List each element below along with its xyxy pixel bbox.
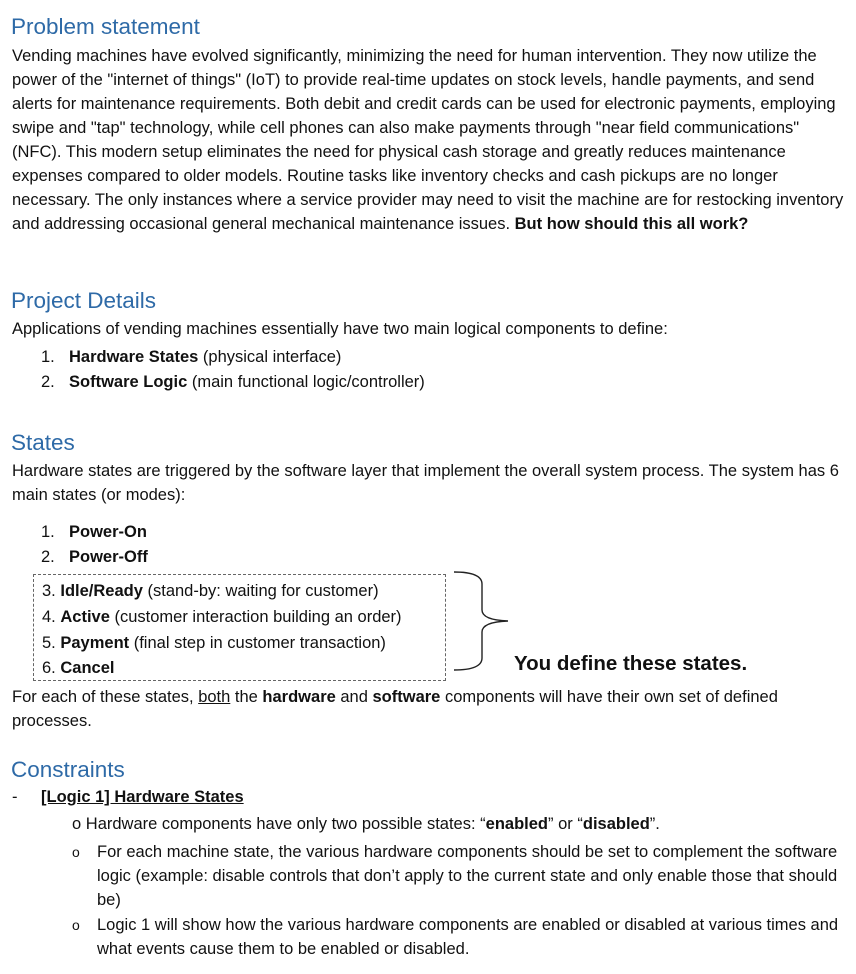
text-run: the: [230, 688, 263, 706]
text-run: components will have their own set of defined processes.: [12, 688, 778, 730]
states-after-paragraph: [12, 685, 848, 733]
state-item-5: [42, 632, 386, 654]
bullet-icon: o: [72, 815, 82, 833]
bullet-icon: o: [72, 844, 80, 860]
item-bold: Active: [60, 608, 110, 626]
state-item-2: [41, 546, 148, 568]
text-run: Hardware components have only two possible states: “: [85, 815, 486, 833]
define-states-note: You define these states.: [514, 652, 748, 675]
item-bold: Cancel: [60, 659, 115, 677]
text-run: and: [335, 688, 373, 706]
sub-text: For each machine state, the various hardware components should be set to complement the software logic (example: disable controls that don’t apply to the current state and only enable those that should be): [97, 843, 838, 909]
item-number: 1.: [41, 348, 55, 366]
user-defined-states-box: [33, 574, 446, 681]
item-number: 2.: [41, 548, 55, 566]
text-run: For each of these states,: [12, 688, 199, 706]
state-item-3: [42, 580, 379, 602]
item-bold: Hardware States: [69, 348, 199, 366]
logic-title-text: [Logic 1] Hardware States: [41, 788, 244, 806]
text-run: ” or “: [548, 815, 583, 833]
states-heading: States: [11, 430, 75, 455]
item-number: 6.: [42, 659, 56, 677]
project-item-1: [41, 346, 341, 368]
underlined-text: both: [198, 688, 231, 706]
project-intro: Applications of vending machines essentially have two main logical components to define:: [12, 320, 668, 338]
constraints-heading: Constraints: [11, 757, 125, 782]
problem-paragraph: [12, 44, 848, 236]
item-rest: (stand-by: waiting for customer): [142, 582, 379, 600]
project-item-2: [41, 371, 425, 393]
bold-text: enabled: [485, 815, 549, 833]
problem-heading: Problem statement: [11, 14, 200, 39]
curly-brace-icon: [452, 570, 512, 672]
item-number: 2.: [41, 373, 55, 391]
item-rest: (final step in customer transaction): [129, 634, 386, 652]
state-item-6: [42, 657, 114, 679]
item-bold: Payment: [60, 634, 130, 652]
problem-bold-question: But how should this all work?: [514, 215, 749, 233]
item-number: 1.: [41, 523, 55, 541]
item-number: 3.: [42, 582, 56, 600]
item-number: 4.: [42, 608, 56, 626]
item-number: 5.: [42, 634, 56, 652]
item-bold: Power-On: [69, 523, 147, 541]
state-item-1: [41, 521, 147, 543]
item-bold: Power-Off: [69, 548, 148, 566]
sub-text: Logic 1 will show how the various hardware components are enabled or disabled at various times and what events cause them to be enabled or disabled.: [97, 916, 839, 958]
list-dash: -: [12, 788, 18, 806]
project-heading: Project Details: [11, 288, 157, 313]
item-rest: (customer interaction building an order): [109, 608, 402, 626]
item-rest: (physical interface): [198, 348, 342, 366]
bullet-icon: o: [72, 917, 80, 933]
state-item-4: [42, 606, 402, 628]
logic-1-title: [41, 788, 244, 807]
problem-text: Vending machines have evolved significantly, minimizing the need for human intervention. They now utilize the power of the "internet of things" (IoT) to provide real-time updates on stock levels, handle payments, and send alerts for maintenance requirements. Both debit and credit cards can be used for electronic payments, employing swipe and "tap" technology, while cell phones can also make payments through "near field communications" (NFC). This modern setup eliminates the need for physical cash storage and greatly reduces maintenance expenses compared to older models. Routine tasks like inventory checks and cash pickups are no longer necessary. The only instances where a service provider may need to visit the machine are for restocking inventory and addressing occasional general mechanical maintenance issues.: [12, 47, 844, 233]
bold-text: software: [372, 688, 441, 706]
item-rest: (main functional logic/controller): [187, 373, 425, 391]
constraint-sub-1: [72, 815, 660, 834]
bold-text: disabled: [582, 815, 650, 833]
text-run: ”.: [649, 815, 660, 833]
states-intro: Hardware states are triggered by the software layer that implement the overall system process. The system has 6 main states (or modes):: [12, 462, 839, 504]
item-bold: Idle/Ready: [60, 582, 143, 600]
bold-text: hardware: [262, 688, 336, 706]
item-bold: Software Logic: [69, 373, 188, 391]
